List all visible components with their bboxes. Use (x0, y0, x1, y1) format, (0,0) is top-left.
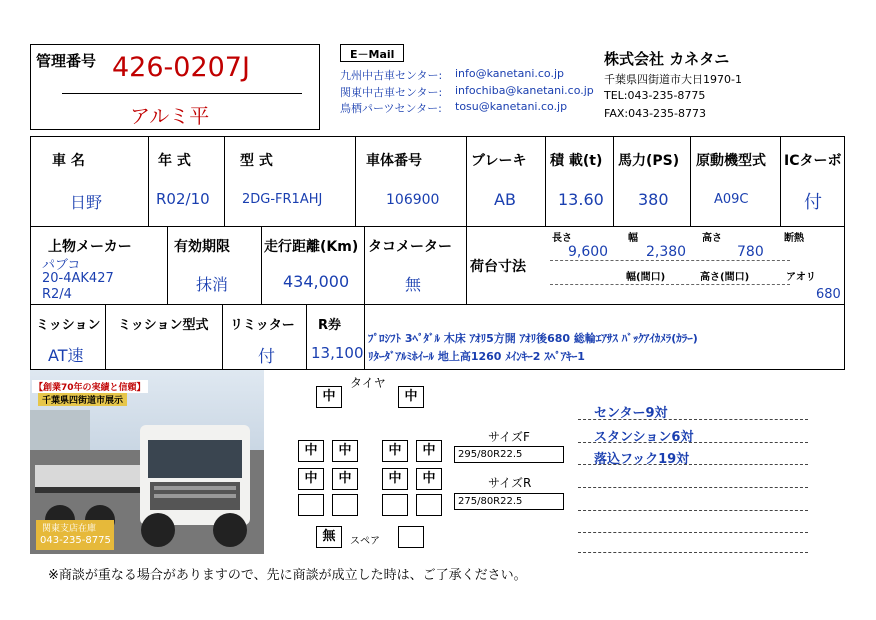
tire-size-f-label: サイズF (488, 430, 530, 444)
value-body-date: R2/4 (42, 287, 72, 302)
note-line-2: スタンション6対 (594, 430, 694, 445)
value-load: 13.60 (558, 190, 604, 209)
email-label-tosu: 鳥栖パーツセンター: (340, 102, 442, 115)
header-car-name: 車 名 (52, 153, 85, 169)
note-line-3: 落込フック19対 (594, 452, 690, 467)
header-mission-type: ミッション型式 (118, 318, 209, 333)
tire-rear2-right-inner: 中 (382, 468, 408, 490)
badge-history: 【創業70年の実績と信頼】 (32, 380, 148, 393)
aori-label: アオリ (786, 272, 816, 283)
header-mileage: 走行距離(Km) (264, 239, 359, 255)
value-ic-turbo: 付 (804, 192, 822, 213)
header-body-maker: 上物メーカー (48, 239, 132, 255)
email-address-kyushu[interactable]: info@kanetani.co.jp (455, 67, 564, 80)
badge-stock-phone: 043-235-8775 (40, 535, 111, 546)
bed-length-label: 長さ (552, 233, 572, 244)
tire-rear2-left-outer: 中 (298, 468, 324, 490)
email-title: E－Mail (350, 48, 395, 61)
value-body-model: 20-4AK427 (42, 271, 114, 286)
header-engine: 原動機型式 (696, 153, 766, 169)
header-brake: ブレーキ (471, 153, 527, 169)
value-mileage: 434,000 (283, 272, 350, 291)
tire-rear1-left-outer: 中 (298, 440, 324, 462)
value-year: R02/10 (156, 190, 210, 208)
value-r-ticket: 13,100 (311, 344, 364, 362)
header-mission: ミッション (36, 318, 101, 333)
value-mission: AT速 (48, 346, 84, 365)
email-label-kyushu: 九州中古車センター: (340, 69, 443, 82)
header-valid: 有効期限 (174, 239, 230, 255)
tire-rear3-right-outer (416, 494, 442, 516)
header-chassis: 車体番号 (366, 153, 422, 169)
header-load: 積 載(t) (550, 153, 603, 169)
insulation-label: 断熱 (784, 233, 804, 244)
body-type: アルミ平 (130, 104, 210, 128)
company-name: 株式会社 カネタニ (604, 50, 730, 68)
note-line-1: センター9対 (594, 406, 668, 421)
header-bed-size: 荷台寸法 (470, 259, 526, 275)
tire-size-r-label: サイズR (488, 476, 532, 490)
bed-length: 9,600 (568, 244, 609, 260)
value-tachometer: 無 (405, 275, 422, 294)
management-number: 426-0207J (112, 52, 250, 83)
footer-notice: ※商談が重なる場合がありますので、先に商談が成立した時は、ご了承ください。 (48, 568, 527, 583)
header-hp: 馬力(PS) (618, 153, 680, 169)
tire-front-left: 中 (316, 386, 342, 408)
email-label-kanto: 関東中古車センター: (340, 86, 443, 99)
header-divider (62, 93, 302, 94)
tire-rear3-right-inner (382, 494, 408, 516)
bed-width: 2,380 (646, 244, 687, 260)
header-tachometer: タコメーター (368, 239, 452, 255)
company-tel: TEL:043-235-8775 (604, 89, 706, 102)
value-engine: A09C (714, 192, 749, 207)
email-address-tosu[interactable]: tosu@kanetani.co.jp (455, 100, 568, 113)
badge-stock-label: 関東支店在庫 (42, 524, 97, 534)
email-address-kanto[interactable]: infochiba@kanetani.co.jp (455, 84, 594, 97)
tire-title: タイヤ (350, 376, 386, 390)
bed-height-label: 高さ (702, 233, 722, 244)
header-limiter: リミッター (230, 318, 295, 333)
tire-rear3-left-outer (298, 494, 324, 516)
aori-value: 680 (816, 287, 841, 302)
tire-size-f: 295/80R22.5 (454, 446, 564, 463)
value-body-maker: パブコ (42, 258, 81, 273)
remarks-line-1: ﾌﾟﾛｼﾌﾄ 3ﾍﾟﾀﾞﾙ 木床 ｱｵﾘ5方開 ｱｵﾘ後680 総輪ｴｱｻｽ ﾊﾞｯｸｱｲｶﾒﾗ(ｶﾗｰ) (368, 332, 698, 345)
value-car-name: 日野 (70, 193, 103, 212)
tire-rear1-right-outer: 中 (416, 440, 442, 462)
value-chassis: 106900 (386, 192, 440, 208)
remarks-line-2: ﾘﾀｰﾀﾞｱﾙﾐﾎｲｰﾙ 地上高1260 ﾒｲﾝｷｰ2 ｽﾍﾟｱｷｰ1 (368, 350, 585, 363)
bed-height-open-label: 高さ(間口) (700, 272, 750, 283)
header-year: 年 式 (158, 153, 191, 169)
company-fax: FAX:043-235-8773 (604, 107, 707, 120)
badge-location: 千葉県四街道市展示 (38, 393, 127, 406)
value-hp: 380 (638, 190, 669, 209)
value-model: 2DG-FR1AHJ (242, 192, 323, 207)
tire-rear1-left-inner: 中 (332, 440, 358, 462)
header-model: 型 式 (240, 153, 273, 169)
tire-rear1-right-inner: 中 (382, 440, 408, 462)
tire-front-right: 中 (398, 386, 424, 408)
header-ic-turbo: ICターボ (784, 153, 842, 169)
tire-rear2-left-inner: 中 (332, 468, 358, 490)
tire-size-r: 275/80R22.5 (454, 493, 564, 510)
tire-spare-right (398, 526, 424, 548)
value-brake: AB (494, 190, 516, 209)
company-address: 千葉県四街道市大日1970-1 (604, 73, 742, 86)
value-limiter: 付 (258, 347, 275, 367)
bed-width-open-label: 幅(間口) (626, 272, 666, 283)
value-valid: 抹消 (196, 275, 229, 294)
tire-spare-label: スペア (350, 536, 380, 547)
tire-rear2-right-outer: 中 (416, 468, 442, 490)
management-label: 管理番号 (36, 52, 97, 70)
bed-width-label: 幅 (628, 233, 638, 244)
tire-rear3-left-inner (332, 494, 358, 516)
tire-spare-left: 無 (316, 526, 342, 548)
bed-height: 780 (737, 244, 764, 260)
header-r-ticket: R券 (318, 318, 342, 333)
